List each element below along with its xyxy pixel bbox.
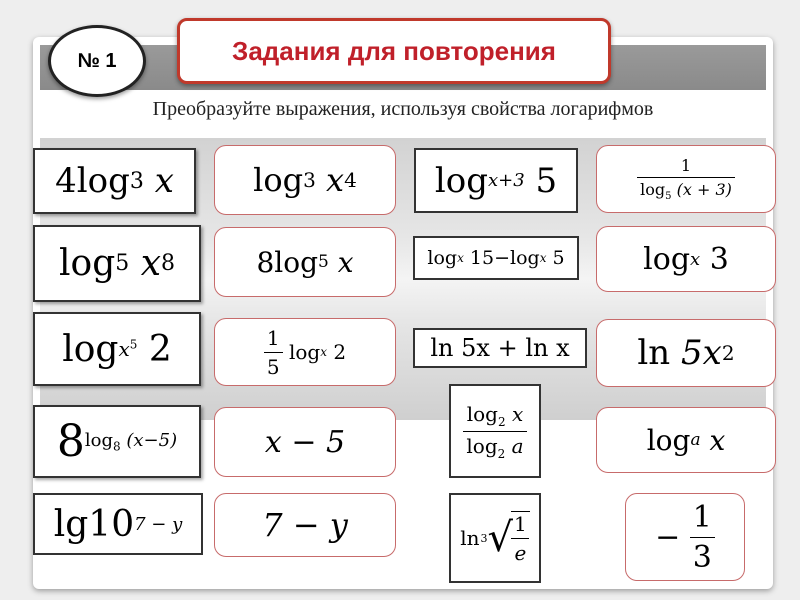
expr-r2-c1 bbox=[33, 225, 201, 302]
expr-r5-c2[interactable] bbox=[214, 493, 396, 557]
ln-arg: 5x bbox=[461, 334, 490, 362]
fraction-numerator: 1 bbox=[266, 325, 280, 350]
ln-word: ln bbox=[525, 334, 549, 362]
fraction-numerator: 1 bbox=[680, 155, 692, 175]
log-base: 3 bbox=[129, 168, 144, 194]
fraction-denominator bbox=[637, 177, 735, 202]
log-arg: x bbox=[511, 401, 524, 426]
log-base: 3 bbox=[303, 168, 316, 192]
log-arg: x bbox=[709, 423, 726, 457]
log-arg: 2 bbox=[148, 328, 172, 370]
log-arg: 5 bbox=[552, 247, 565, 269]
expr-r1-c4[interactable] bbox=[596, 145, 776, 213]
log-word: log bbox=[510, 247, 540, 269]
log-arg: x bbox=[154, 161, 174, 201]
expr-r2-c3 bbox=[413, 236, 579, 280]
expr-r3-c3 bbox=[413, 328, 587, 368]
minus-sign: − bbox=[494, 247, 510, 269]
log-arg: (x + 3) bbox=[676, 179, 732, 199]
fraction-numerator: 1 bbox=[514, 512, 527, 536]
minus-sign: − bbox=[655, 519, 681, 555]
log-word: log bbox=[466, 401, 498, 426]
power-base: 8 bbox=[56, 416, 85, 467]
radicand-fraction bbox=[511, 511, 530, 565]
log-base: x bbox=[690, 248, 701, 270]
expr-r4-c3 bbox=[449, 384, 541, 478]
root-index: 3 bbox=[480, 531, 488, 545]
fraction-denominator: 3 bbox=[690, 537, 715, 575]
fraction-numerator: 1 bbox=[692, 499, 712, 535]
log-arg: 2 bbox=[333, 340, 347, 364]
coef: 4 bbox=[55, 161, 77, 201]
log-word: log bbox=[62, 328, 119, 370]
expr-r5-c1 bbox=[33, 493, 203, 555]
power-base: 10 bbox=[88, 503, 135, 545]
coef: 8 bbox=[256, 245, 275, 279]
log-arg: x bbox=[326, 161, 345, 199]
exponent: 7 − y bbox=[134, 513, 183, 535]
instruction-text: Преобразуйте выражения, используя свойства логарифмов bbox=[152, 98, 654, 120]
log-base: 5 bbox=[318, 252, 329, 272]
log-base: a bbox=[690, 430, 701, 450]
expr-r5-c3 bbox=[449, 493, 541, 583]
task-number-label: № 1 bbox=[77, 49, 117, 72]
log-word: log bbox=[434, 160, 488, 201]
log-base: 5 bbox=[115, 251, 130, 276]
expr-r1-c1 bbox=[33, 148, 196, 214]
task-number-badge bbox=[48, 25, 146, 97]
log-arg: a bbox=[511, 433, 524, 458]
expression-text: 7 − y bbox=[262, 506, 348, 544]
expr-r2-c4[interactable] bbox=[596, 226, 776, 292]
ln-arg: 5x bbox=[681, 333, 722, 373]
fraction bbox=[264, 326, 283, 379]
log-base: 5 bbox=[665, 191, 672, 203]
log-word: log bbox=[84, 429, 113, 451]
log-base: x+3 bbox=[487, 170, 525, 191]
exponent: 4 bbox=[344, 168, 357, 192]
fraction-denominator: 5 bbox=[264, 352, 283, 379]
log-arg: x bbox=[337, 245, 354, 279]
ln-word: ln bbox=[637, 333, 671, 373]
fraction bbox=[637, 156, 735, 202]
fraction bbox=[463, 402, 526, 461]
log-word: log bbox=[274, 245, 319, 279]
expr-r5-c4[interactable] bbox=[625, 493, 745, 581]
expr-r4-c2[interactable] bbox=[214, 407, 396, 477]
ln-arg: x bbox=[556, 334, 570, 362]
log-word: log bbox=[288, 340, 321, 364]
expr-r4-c1 bbox=[33, 405, 201, 478]
log-arg: 3 bbox=[709, 241, 729, 277]
log-base: 2 bbox=[497, 414, 506, 429]
fraction-denominator: e bbox=[511, 538, 529, 565]
expr-r3-c4[interactable] bbox=[596, 319, 776, 387]
base-exponent: 5 bbox=[129, 337, 138, 352]
log-word: log bbox=[427, 247, 458, 269]
ln-word: ln bbox=[460, 526, 480, 550]
log-base: x bbox=[118, 337, 130, 361]
log-base: 8 bbox=[113, 439, 121, 454]
fraction-numerator bbox=[464, 402, 527, 431]
expr-r1-c3 bbox=[414, 148, 578, 213]
expr-r1-c2[interactable] bbox=[214, 145, 396, 215]
log-arg: (x−5) bbox=[126, 429, 178, 451]
expression-text: x − 5 bbox=[264, 424, 346, 460]
log-base: 2 bbox=[497, 446, 506, 461]
ln-word: ln bbox=[430, 334, 454, 362]
log-arg: 15 bbox=[469, 247, 495, 269]
log-base: x bbox=[539, 251, 547, 265]
lg-word: lg bbox=[53, 503, 89, 545]
exponent: 8 bbox=[161, 251, 175, 276]
fraction-denominator bbox=[463, 431, 526, 461]
expr-r2-c2[interactable] bbox=[214, 227, 396, 297]
plus-sign: + bbox=[497, 334, 518, 362]
log-word: log bbox=[466, 433, 498, 458]
log-base: x bbox=[320, 345, 328, 359]
page-title bbox=[177, 18, 611, 84]
log-word: log bbox=[640, 179, 666, 199]
log-word: log bbox=[76, 161, 130, 201]
log-word: log bbox=[253, 161, 304, 199]
log-arg: 5 bbox=[535, 160, 558, 201]
log-base: x bbox=[457, 251, 464, 265]
log-word: log bbox=[646, 423, 691, 457]
log-arg: x bbox=[140, 243, 161, 284]
exponent: 2 bbox=[721, 341, 735, 365]
log-word: log bbox=[59, 243, 116, 284]
page-title-text: Задания для повторения bbox=[232, 35, 556, 66]
radical-sign: √ bbox=[487, 515, 514, 561]
expr-r3-c2[interactable] bbox=[214, 318, 396, 386]
log-word: log bbox=[643, 241, 691, 277]
expr-r4-c4[interactable] bbox=[596, 407, 776, 473]
fraction bbox=[690, 500, 715, 575]
expr-r3-c1 bbox=[33, 312, 201, 386]
